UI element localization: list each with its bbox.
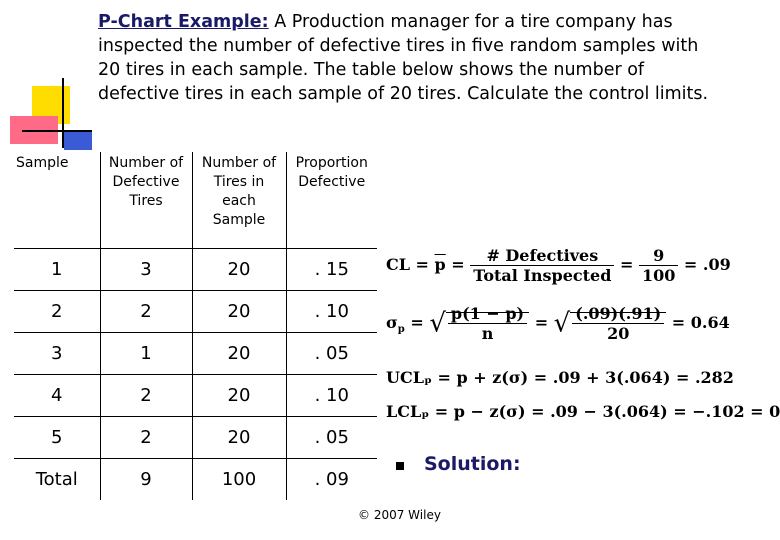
cell-defective: 2	[100, 417, 192, 459]
decor-blue-square	[64, 132, 92, 150]
solution-label: Solution:	[424, 453, 521, 475]
cl-formula: CL = $\overline{p}$ = $\frac{\text{\# Defectives}}{\text{Total Inspected}}$ = $\frac{9}{100}$ = .09	[386, 246, 731, 285]
cell-defective: 2	[100, 375, 192, 417]
defects-table	[14, 152, 377, 500]
slide-title	[98, 10, 710, 106]
bullet-square-icon	[396, 462, 404, 470]
cell-sample: 1	[14, 249, 100, 291]
cell-defective: 3	[100, 249, 192, 291]
table-total-row	[14, 459, 377, 501]
cell-proportion: . 15	[286, 249, 377, 291]
sigma-formula: $\sigma_p$ = √ $\frac{p(1 - p)}{n}$ = √ $\frac{(.09)(.91)}{20}$ = 0.64	[386, 304, 730, 343]
decor-horizontal-line	[22, 130, 92, 132]
cell-tires: 100	[192, 459, 286, 501]
table-row	[14, 375, 377, 417]
cell-proportion: . 10	[286, 375, 377, 417]
table-row	[14, 417, 377, 459]
table-header-row	[14, 152, 377, 249]
cell-defective: 9	[100, 459, 192, 501]
cell-tires: 20	[192, 333, 286, 375]
cell-proportion: . 05	[286, 417, 377, 459]
table-row	[14, 249, 377, 291]
cell-tires: 20	[192, 291, 286, 333]
cell-proportion: . 10	[286, 291, 377, 333]
cell-tires: 20	[192, 249, 286, 291]
cell-defective: 1	[100, 333, 192, 375]
header-proportion: Proportion Defective	[286, 152, 377, 249]
table-row	[14, 291, 377, 333]
cell-sample: 4	[14, 375, 100, 417]
title-text: A Production manager for a tire company has inspected the number of defective tires in five random samples with 20 tires in each sample. The table below shows the number of defective tires in each sample of 20 tires. Calculate the control limits.	[98, 12, 709, 104]
cell-tires: 20	[192, 417, 286, 459]
cell-sample: Total	[14, 459, 100, 501]
header-tires: Number of Tires in each Sample	[192, 152, 286, 249]
decor-vertical-line	[62, 78, 64, 148]
cell-tires: 20	[192, 375, 286, 417]
ucl-formula: UCLₚ = p + z(σ) = .09 + 3(.064) = .282	[386, 368, 734, 387]
lcl-formula: LCLₚ = p − z(σ) = .09 − 3(.064) = −.102 = 0	[386, 402, 780, 421]
cell-defective: 2	[100, 291, 192, 333]
cell-proportion: . 05	[286, 333, 377, 375]
cell-sample: 5	[14, 417, 100, 459]
copyright-text: © 2007 Wiley	[358, 508, 441, 522]
cell-proportion: . 09	[286, 459, 377, 501]
cell-sample: 2	[14, 291, 100, 333]
table-row	[14, 333, 377, 375]
cell-sample: 3	[14, 333, 100, 375]
header-defective: Number of Defective Tires	[100, 152, 192, 249]
header-sample: Sample	[16, 155, 69, 171]
title-heading: P-Chart Example:	[98, 12, 269, 32]
